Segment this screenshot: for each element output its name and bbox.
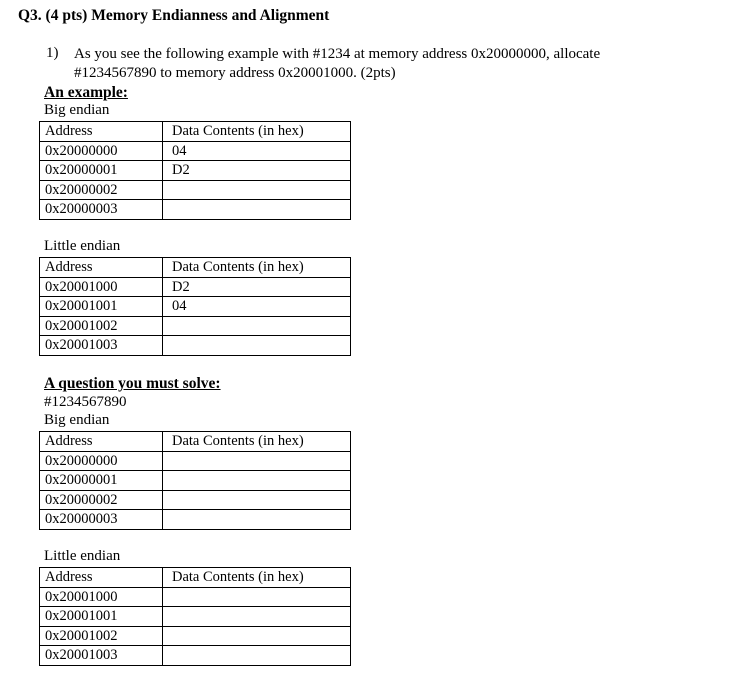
data-cell: 04 (163, 141, 351, 161)
data-cell: D2 (163, 277, 351, 297)
data-cell (163, 200, 351, 220)
exercise-big-endian-table (39, 431, 351, 530)
item-text-line-1: As you see the following example with #1234 at memory address 0x20000000, allocate (74, 46, 601, 62)
address-cell: 0x20000000 (40, 451, 163, 471)
header-address: Address (40, 258, 163, 278)
exercise-big-endian-label: Big endian (44, 412, 110, 428)
header-address: Address (40, 122, 163, 142)
address-cell: 0x20001002 (40, 626, 163, 646)
table-row (40, 587, 351, 607)
address-cell: 0x20001003 (40, 646, 163, 666)
data-cell (163, 180, 351, 200)
item-number: 1) (46, 45, 59, 61)
answer-cell[interactable] (163, 490, 351, 510)
example-big-endian-label: Big endian (44, 102, 110, 118)
data-cell: D2 (163, 161, 351, 181)
header-data-contents: Data Contents (in hex) (163, 432, 351, 452)
exercise-little-endian-label: Little endian (44, 548, 121, 564)
item-text (74, 45, 600, 83)
address-cell: 0x20001002 (40, 316, 163, 336)
table-header-row (40, 432, 351, 452)
answer-cell[interactable] (163, 587, 351, 607)
table-row (40, 626, 351, 646)
answer-cell[interactable] (163, 626, 351, 646)
exercise-number: #1234567890 (44, 394, 127, 410)
address-cell: 0x20000001 (40, 161, 163, 181)
address-cell: 0x20001001 (40, 607, 163, 627)
example-little-endian-table (39, 257, 351, 356)
exercise-heading: A question you must solve: (44, 375, 221, 392)
table-row (40, 180, 351, 200)
address-cell: 0x20001000 (40, 277, 163, 297)
table-row (40, 200, 351, 220)
table-row (40, 336, 351, 356)
answer-cell[interactable] (163, 607, 351, 627)
address-cell: 0x20000001 (40, 471, 163, 491)
answer-cell[interactable] (163, 451, 351, 471)
table-row (40, 471, 351, 491)
address-cell: 0x20001003 (40, 336, 163, 356)
header-address: Address (40, 568, 163, 588)
address-cell: 0x20000002 (40, 180, 163, 200)
item-text-line-2: #1234567890 to memory address 0x20001000. (2pts) (74, 65, 396, 81)
table-header-row (40, 258, 351, 278)
data-cell (163, 316, 351, 336)
header-data-contents: Data Contents (in hex) (163, 122, 351, 142)
example-heading: An example: (44, 84, 128, 101)
header-address: Address (40, 432, 163, 452)
table-row (40, 141, 351, 161)
data-cell (163, 336, 351, 356)
address-cell: 0x20000003 (40, 200, 163, 220)
table-row (40, 607, 351, 627)
table-row (40, 451, 351, 471)
example-big-endian-table (39, 121, 351, 220)
table-row (40, 646, 351, 666)
address-cell: 0x20001001 (40, 297, 163, 317)
example-little-endian-label: Little endian (44, 238, 121, 254)
table-row (40, 510, 351, 530)
table-header-row (40, 568, 351, 588)
table-row (40, 161, 351, 181)
answer-cell[interactable] (163, 646, 351, 666)
table-row (40, 297, 351, 317)
table-row (40, 316, 351, 336)
exercise-little-endian-table (39, 567, 351, 666)
data-cell: 04 (163, 297, 351, 317)
table-row (40, 277, 351, 297)
address-cell: 0x20000000 (40, 141, 163, 161)
address-cell: 0x20000003 (40, 510, 163, 530)
question-title: Q3. (4 pts) Memory Endianness and Alignment (18, 7, 330, 24)
address-cell: 0x20001000 (40, 587, 163, 607)
address-cell: 0x20000002 (40, 490, 163, 510)
answer-cell[interactable] (163, 471, 351, 491)
answer-cell[interactable] (163, 510, 351, 530)
table-row (40, 490, 351, 510)
header-data-contents: Data Contents (in hex) (163, 258, 351, 278)
table-header-row (40, 122, 351, 142)
header-data-contents: Data Contents (in hex) (163, 568, 351, 588)
